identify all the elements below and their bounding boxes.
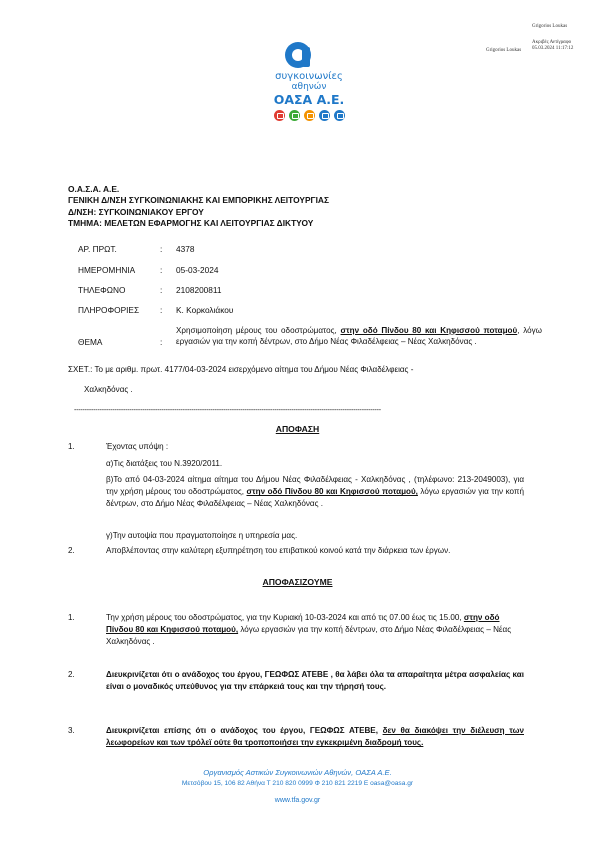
- signature-note: Ακριβές Αντίγραφο: [532, 39, 572, 45]
- footer-website-link[interactable]: www.tfa.gov.gr: [274, 797, 321, 804]
- info-value: Κ. Κορκολιάκου: [176, 305, 234, 315]
- related-reference: [68, 364, 413, 376]
- resolve-item2-text: Διευκρινίζεται ότι ο ανάδοχος του έργου, ΓΕΩΦΩΣ ΑΤΕΒΕ , θα λάβει όλα τα απαραίτητα μέτρα ασφαλείας και είναι ο μοναδικός υπεύθυνος για την επάρκειά τους και την τήρησή τους.: [106, 670, 524, 692]
- metro-icon: [274, 110, 285, 121]
- resolve-item-number: 3.: [68, 726, 75, 735]
- related-line2: Χαλκηδόνας .: [84, 385, 133, 394]
- info-label: ΤΗΛΕΦΩΝΟ: [78, 285, 126, 295]
- tram-icon: [289, 110, 300, 121]
- transport-mode-icons: [257, 108, 361, 126]
- info-label: ΠΛΗΡΟΦΟΡΙΕΣ: [78, 305, 140, 315]
- signature-block: [532, 24, 573, 53]
- info-colon: :: [160, 244, 163, 254]
- suburban-icon: [334, 110, 345, 121]
- separator-line: ------------------------------------------------------------------------------------------------------------------------------------------------: [74, 407, 381, 414]
- info-colon: :: [160, 305, 163, 315]
- info-colon: :: [160, 265, 163, 275]
- resolve-item-number: 2.: [68, 670, 75, 679]
- signature-name-left: Grigorios Loukas: [486, 48, 522, 53]
- info-colon: :: [160, 285, 163, 295]
- decision-item1-b: β)Το από 04-03-2024 αίτημα αίτημα του Δήμου Νέας Φιλαδέλφειας - Χαλκηδόνας , (τηλέφωνο: 213-2049003), για την χρήση μέρους του οδοστρώματος, στην οδό Πίνδου 80 και Κηφισσού ποταμού, λόγω εργασιών για την κοπή δέντρων, στο Δήμο Νέας Φιλαδέλφειας – Νέας Χαλκηδόνας .: [106, 475, 524, 509]
- info-label: ΑΡ. ΠΡΩΤ.: [78, 244, 117, 254]
- signature-name-right: Grigorios Loukas: [532, 24, 568, 29]
- decision-item2-text: Αποβλέποντας στην καλύτερη εξυπηρέτηση του επιβατικού κοινού κατά την διάρκεια των έργων.: [106, 546, 451, 555]
- trolley-icon: [304, 110, 315, 121]
- resolve-item1-text: Την χρήση μέρους του οδοστρώματος, για την Κυριακή 10-03-2024 και από τις 07.00 έως τις 15.00, στην οδό Πίνδου 80 και Κηφισσού ποταμού, λόγω εργασιών για την κοπή δέντρων, στο Δήμο Νέας Φιλαδέλφειας – Νέας Χαλκηδόνας .: [106, 613, 512, 647]
- org-name: Ο.Α.Σ.Α. Α.Ε.: [68, 184, 120, 194]
- oasa-logo: [278, 33, 318, 73]
- info-value: 4378: [176, 244, 195, 254]
- resolve-item1-location: στην οδό Πίνδου 80 και Κηφισσού ποταμού,: [106, 613, 500, 635]
- decision-item1-a: α)Τις διατάξεις του Ν.3920/2011.: [106, 459, 223, 468]
- resolve-item3-text: Διευκρινίζεται επίσης ότι ο ανάδοχος του έργου, ΓΕΩΦΩΣ ΑΤΕΒΕ, δεν θα διακόψει την διέλευση των λεωφορείων και των τρόλεϊ ούτε θα τροποποιήσει την εγκεκριμένη διαδρομή τους.: [106, 726, 524, 748]
- resolve-title: ΑΠΟΦΑΣΙΖΟΥΜΕ: [262, 577, 333, 587]
- logo-line2: αθηνών: [291, 82, 327, 92]
- document-header: [68, 184, 329, 230]
- subject-text: Χρησιμοποίηση μέρους του οδοστρώματος, στην οδό Πίνδου 80 και Κηφισσού ποταμού, λόγω εργασιών για την κοπή δέντρων, στο Δήμο Νέας Φιλαδέλφειας – Νέας Χαλκηδόνας .: [176, 326, 543, 346]
- decision-item-number: 1.: [68, 442, 75, 451]
- directorate: Δ/ΝΣΗ: ΣΥΓΚΟΙΝΩΝΙΑΚΟΥ ΕΡΓΟΥ: [68, 206, 204, 217]
- subject-colon: :: [160, 337, 163, 347]
- footer-org-name: Οργανισμός Αστικών Συγκοινωνιών Αθηνών, ΟΑΣΑ Α.Ε.: [203, 768, 392, 777]
- resolve-item-number: 1.: [68, 613, 75, 622]
- decision-title: ΑΠΟΦΑΣΗ: [275, 424, 320, 434]
- directorate-general: ΓΕΝΙΚΗ Δ/ΝΣΗ ΣΥΓΚΟΙΝΩΝΙΑΚΗΣ ΚΑΙ ΕΜΠΟΡΙΚΗΣ ΛΕΙΤΟΥΡΓΙΑΣ: [68, 195, 329, 206]
- signature-datetime: 05.03.2024 11:17:12: [532, 46, 574, 51]
- subject-location: στην οδό Πίνδου 80 και Κηφισσού ποταμού: [340, 326, 518, 335]
- info-label: ΗΜΕΡΟΜΗΝΙΑ: [78, 265, 136, 275]
- resolve-item3-emphasis: δεν θα διακόψει την διέλευση των λεωφορείων και των τρόλεϊ ούτε θα τροποποιήσει την εγκεκριμένη διαδρομή τους.: [106, 726, 524, 748]
- oasa-logo-mark: [278, 33, 318, 73]
- logo-line1: συγκοινωνίες: [275, 71, 343, 82]
- decision-item1-c: γ)Την αυτοψία που πραγματοποίησε η υπηρεσία μας.: [106, 531, 298, 540]
- decision-item1-intro: Έχοντας υπόψη :: [106, 442, 169, 451]
- info-value: 05-03-2024: [176, 265, 219, 275]
- department: ΤΜΗΜΑ: ΜΕΛΕΤΩΝ ΕΦΑΡΜΟΓΗΣ ΚΑΙ ΛΕΙΤΟΥΡΓΙΑΣ ΔΙΚΤΥΟΥ: [68, 218, 314, 229]
- footer-address: Μετσόβου 15, 106 82 Αθήνα Τ 210 820 0999 Φ 210 821 2219 Ε oasa@oasa.gr: [181, 780, 414, 787]
- bus-icon: [319, 110, 330, 121]
- logo-line3: ΟΑΣΑ Α.Ε.: [273, 92, 345, 107]
- info-value: 2108200811: [176, 285, 222, 295]
- related-line1: ΣΧΕΤ.: Το με αριθμ. πρωτ. 4177/04-03-2024 εισερχόμενο αίτημα του Δήμου Νέας Φιλαδέλφειας -: [68, 365, 414, 374]
- decision-item-number: 2.: [68, 546, 75, 555]
- decision-item1-b-location: στην οδό Πίνδου 80 και Κηφισσού ποταμού,: [246, 487, 418, 497]
- subject-label: ΘΕΜΑ: [78, 337, 103, 347]
